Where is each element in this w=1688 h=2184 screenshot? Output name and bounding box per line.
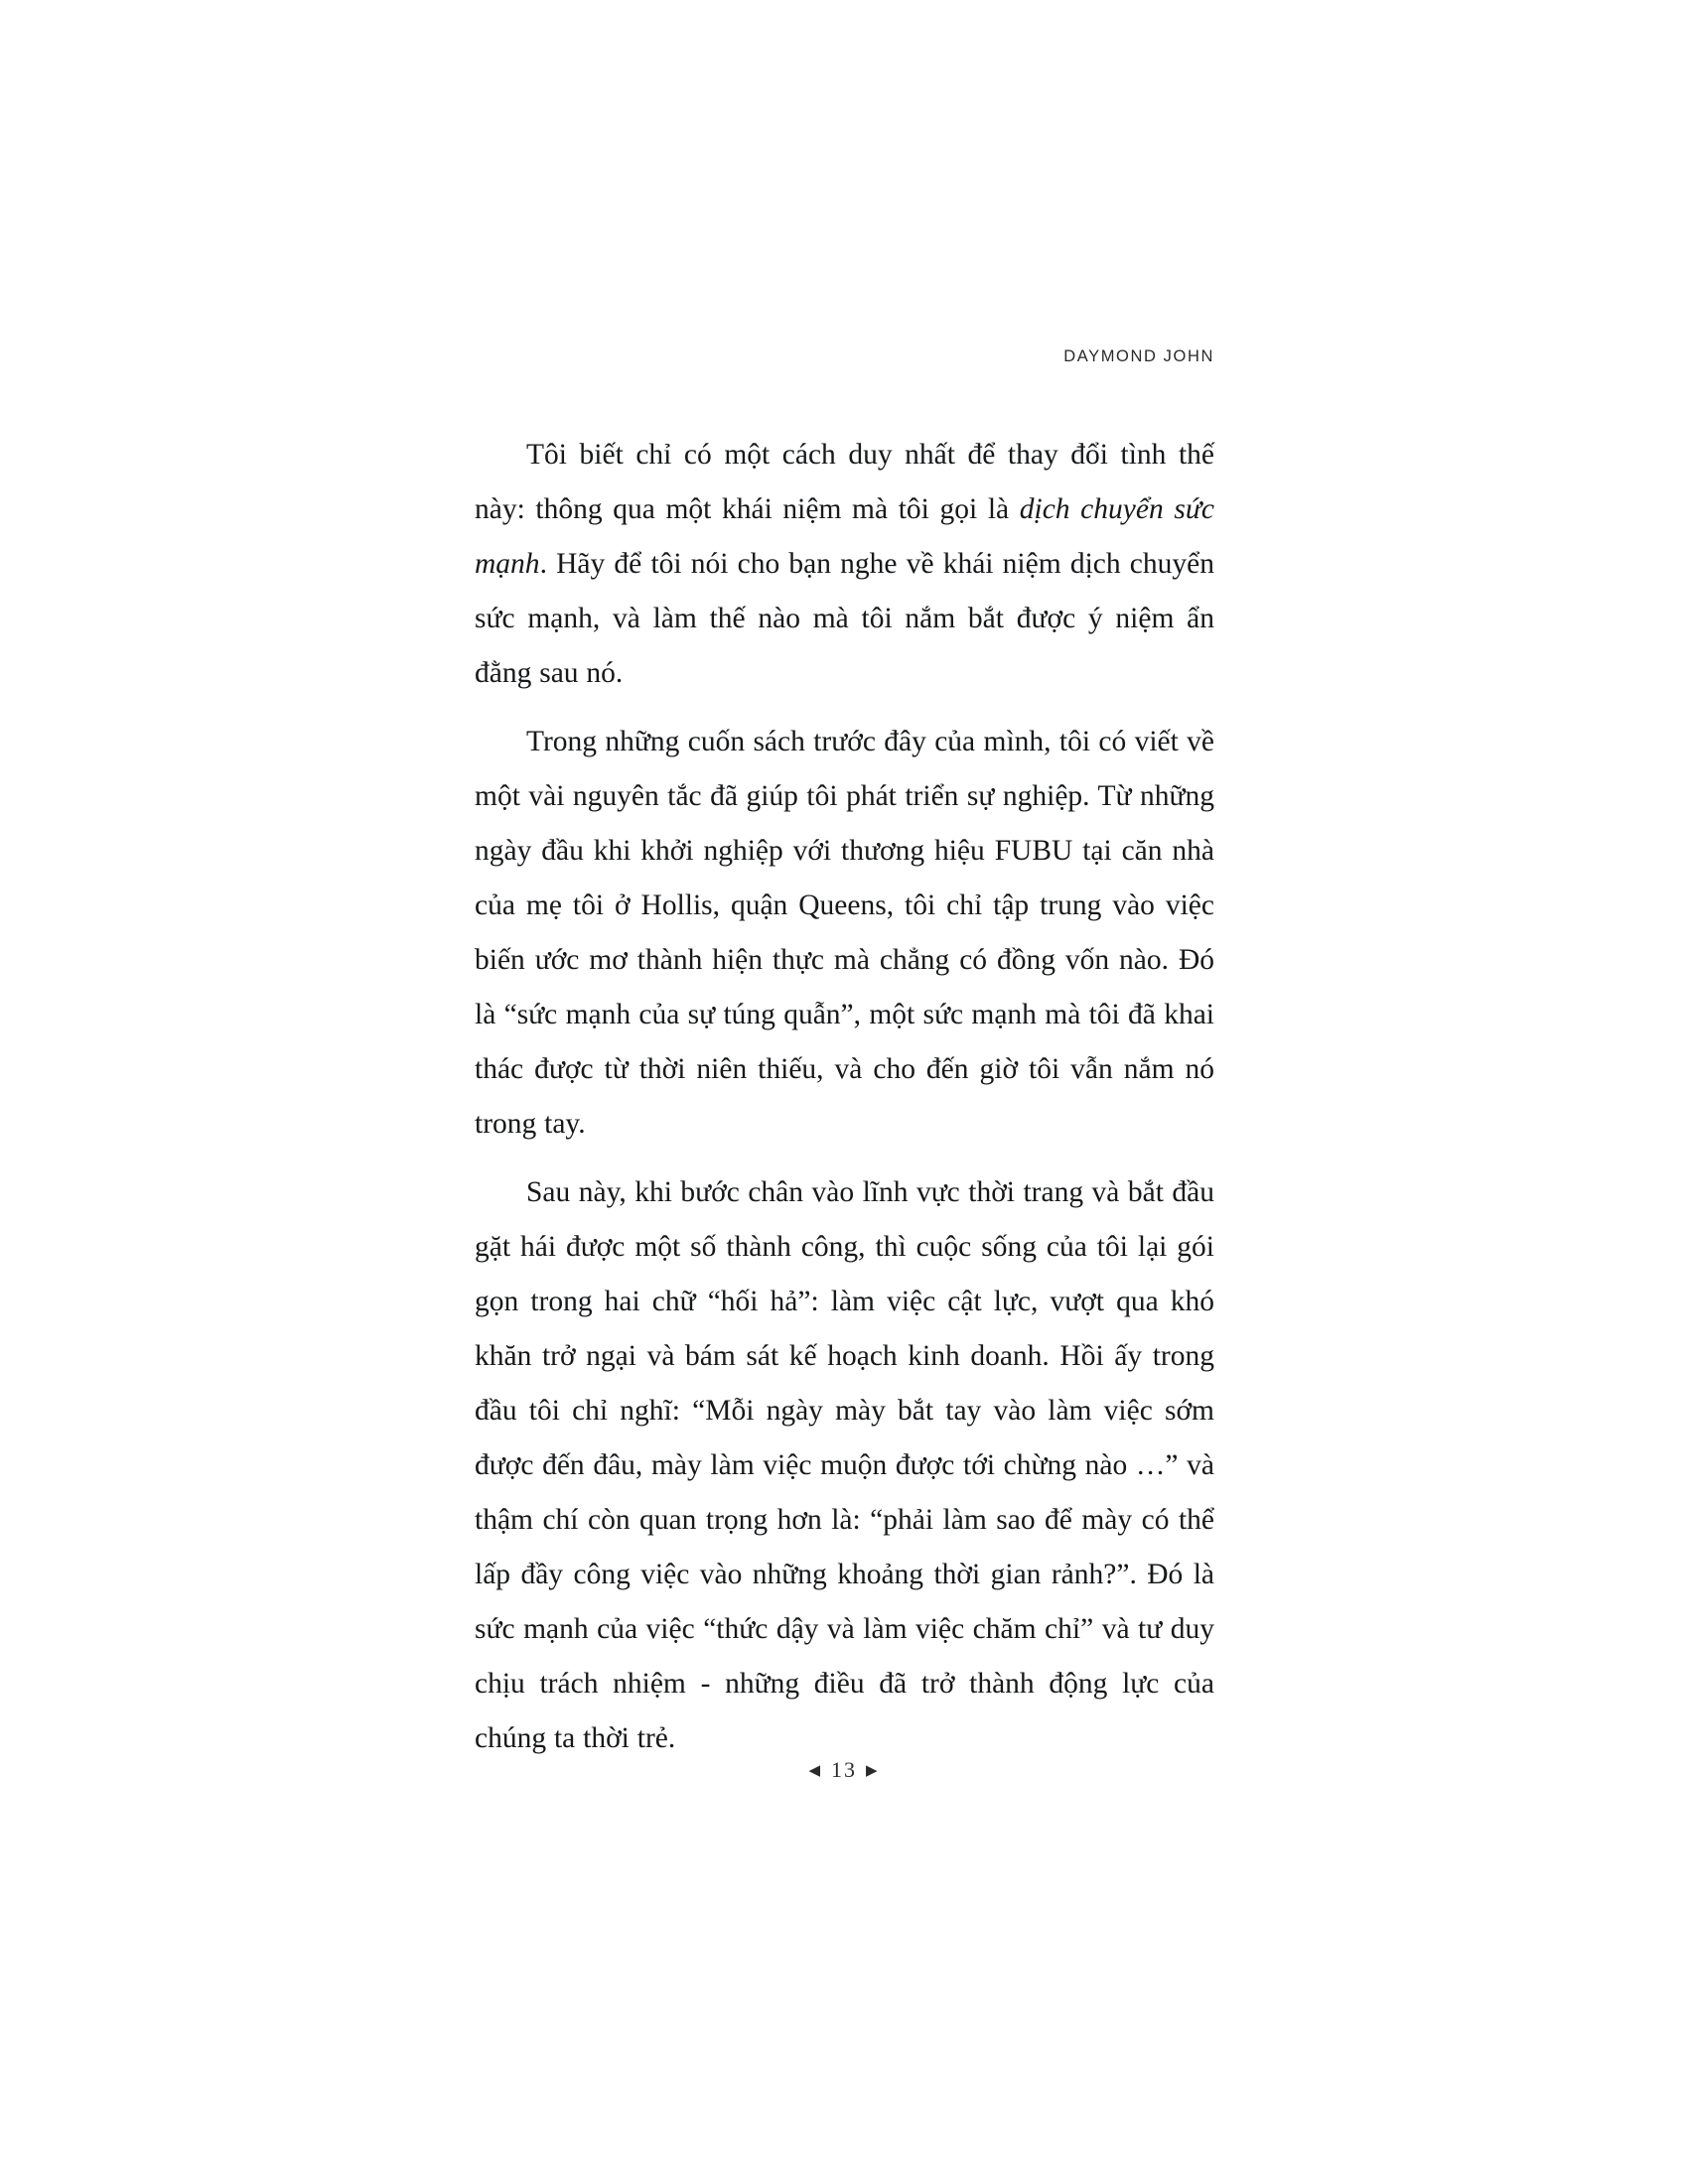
paragraph-1-run-2-italic: dịch chuyển sức mạnh <box>475 493 1214 580</box>
running-head: DAYMOND JOHN <box>1063 347 1214 365</box>
paragraph-1 <box>475 428 1214 701</box>
paragraph-2-run-1: Trong những cuốn sách trước đây của mình, tôi có viết về một vài nguyên tắc đã giúp tôi phát triển sự nghiệp. Từ những ngày đầu khi khởi nghiệp với thương hiệu FUBU tại căn nhà của mẹ tôi ở Hollis, quận Queens, tôi chỉ tập trung vào việc biến ước mơ thành hiện thực mà chẳng có đồng vốn nào. Đó là “sức mạnh của sự túng quẫn”, một sức mạnh mà tôi đã khai thác được từ thời niên thiếu, và cho đến giờ tôi vẫn nắm nó trong tay. <box>475 726 1214 1140</box>
page-number: 13 <box>831 1757 857 1782</box>
paragraph-1-run-3: . Hãy để tôi nói cho bạn nghe về khái niệm dịch chuyển sức mạnh, và làm thế nào mà tôi nắm bắt được ý niệm ẩn đằng sau nó. <box>475 548 1214 689</box>
paragraph-3 <box>475 1165 1214 1766</box>
paragraph-1-run-1: Tôi biết chỉ có một cách duy nhất để thay đổi tình thế này: thông qua một khái niệm mà tôi gọi là <box>475 439 1214 525</box>
paragraph-3-run-1: Sau này, khi bước chân vào lĩnh vực thời trang và bắt đầu gặt hái được một số thành công, thì cuộc sống của tôi lại gói gọn trong hai chữ “hối hả”: làm việc cật lực, vượt qua khó khăn trở ngại và bám sát kế hoạch kinh doanh. Hồi ấy trong đầu tôi chỉ nghĩ: “Mỗi ngày mày bắt tay vào làm việc sớm được đến đâu, mày làm việc muộn được tới chừng nào …” và thậm chí còn quan trọng hơn là: “phải làm sao để mày có thể lấp đầy công việc vào những khoảng thời gian rảnh?”. Đó là sức mạnh của việc “thức dậy và làm việc chăm chỉ” và tư duy chịu trách nhiệm - những điều đã trở thành động lực của chúng ta thời trẻ. <box>475 1176 1214 1754</box>
folio-left-ornament-icon: ◀ <box>808 1762 822 1779</box>
text-column <box>475 347 1214 1766</box>
folio-right-ornament-icon: ▶ <box>866 1762 880 1779</box>
page-folio <box>0 1757 1688 1783</box>
paragraph-2 <box>475 715 1214 1152</box>
